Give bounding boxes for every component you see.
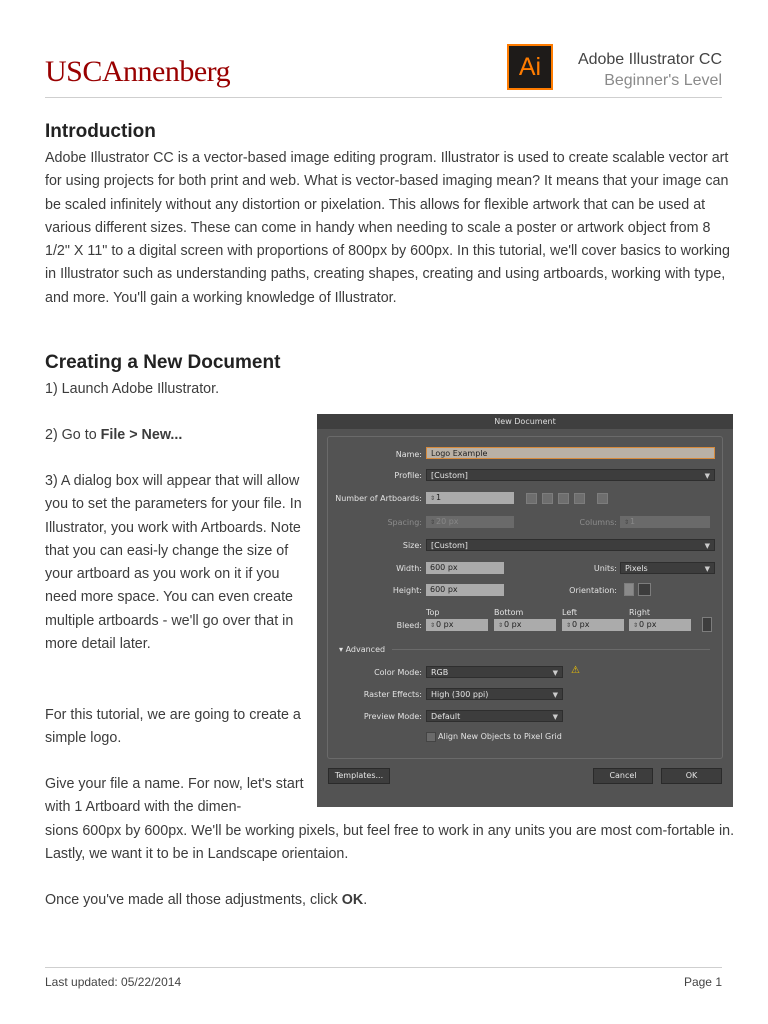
bleed-top-value: 0 px <box>436 620 454 629</box>
header-title: Adobe Illustrator CC <box>577 51 722 68</box>
color-mode-value: RGB <box>431 668 449 677</box>
width-input[interactable]: 600 px <box>426 562 504 574</box>
chevron-down-icon: ▼ <box>704 472 710 480</box>
bleed-top-input[interactable] <box>426 619 488 631</box>
grid-by-column-icon[interactable] <box>542 493 553 504</box>
bleed-right-input[interactable] <box>629 619 691 631</box>
artboards-label: Number of Artboards: <box>335 494 422 503</box>
last-updated: Last updated: 05/22/2014 <box>45 975 182 989</box>
preview-mode-select[interactable] <box>426 710 563 722</box>
height-input[interactable]: 600 px <box>426 584 504 596</box>
columns-value: 1 <box>630 517 636 526</box>
artboards-input[interactable] <box>426 492 514 504</box>
advanced-toggle[interactable]: ▾ Advanced <box>339 645 386 654</box>
align-pixel-grid-label: Align New Objects to Pixel Grid <box>438 732 562 741</box>
link-icon[interactable] <box>702 617 712 632</box>
right-to-left-icon[interactable] <box>597 493 608 504</box>
step-3: 3) A dialog box will appear that will allow you to set the parameters for your file. In Illustrator, you work with Artboards. Note that you can easi-ly change the size of your artboard as you work on it if you need more space. You can even create multiple artboards - we'll go over that in more detail later. <box>45 473 302 653</box>
new-document-heading: Creating a New Document <box>45 352 281 373</box>
bleed-left-label: Left <box>562 608 578 617</box>
stepper-icon: ⇕ <box>498 622 504 629</box>
stepper-icon: ⇕ <box>624 519 630 526</box>
units-label: Units: <box>593 564 617 573</box>
page-number: Page 1 <box>683 975 722 989</box>
profile-select[interactable] <box>426 469 715 481</box>
footer-divider <box>45 967 722 968</box>
bleed-top-label: Top <box>426 608 440 617</box>
stepper-icon: ⇕ <box>430 519 436 526</box>
chevron-down-icon: ▼ <box>704 565 710 573</box>
bleed-left-input[interactable] <box>562 619 624 631</box>
logo-annenberg: Annenberg <box>101 55 231 88</box>
final-period: . <box>363 892 368 908</box>
bleed-bottom-label: Bottom <box>494 608 524 617</box>
raster-effects-select[interactable] <box>426 688 563 700</box>
final-instruction <box>45 889 735 912</box>
height-label: Height: <box>392 586 422 595</box>
final-text: Once you've made all those adjustments, click <box>45 892 342 908</box>
bleed-left-value: 0 px <box>572 620 590 629</box>
portrait-orientation-icon[interactable] <box>624 583 634 596</box>
color-mode-select[interactable] <box>426 666 563 678</box>
step-2-menu-path: File > New... <box>100 427 183 443</box>
usc-annenberg-logo <box>45 55 230 89</box>
step-1: 1) Launch Adobe Illustrator. <box>45 381 220 397</box>
bleed-right-label: Right <box>629 608 651 617</box>
stepper-icon: ⇕ <box>430 622 436 629</box>
name-label: Name: <box>395 450 422 459</box>
give-name-paragraph: Give your file a name. For now, let's start with 1 Artboard with the dimen- <box>45 776 304 816</box>
size-value: [Custom] <box>431 541 468 550</box>
columns-input[interactable] <box>620 516 710 528</box>
final-ok: OK <box>341 892 364 908</box>
header-subtitle: Beginner's Level <box>604 72 722 89</box>
preview-mode-value: Default <box>431 712 461 721</box>
spacing-value: 20 px <box>436 517 459 526</box>
chevron-down-icon: ▼ <box>552 669 558 677</box>
bleed-bottom-value: 0 px <box>504 620 522 629</box>
preview-mode-label: Preview Mode: <box>363 712 422 721</box>
landscape-orientation-icon[interactable] <box>638 583 651 596</box>
step-2-text: 2) Go to <box>45 427 101 443</box>
advanced-label: Advanced <box>345 645 386 654</box>
templates-button[interactable]: Templates... <box>328 768 390 784</box>
dialog-title: New Document <box>317 414 733 429</box>
ok-button[interactable]: OK <box>661 768 722 784</box>
step-2 <box>45 424 310 447</box>
artboards-value: 1 <box>436 493 442 502</box>
chevron-down-icon: ▼ <box>552 691 558 699</box>
raster-effects-value: High (300 ppi) <box>431 690 489 699</box>
stepper-icon: ⇕ <box>633 622 639 629</box>
chevron-down-icon: ▼ <box>552 713 558 721</box>
introduction-heading: Introduction <box>45 121 156 142</box>
size-label: Size: <box>402 541 422 550</box>
units-select[interactable] <box>620 562 715 574</box>
name-input[interactable]: Logo Example <box>426 447 715 459</box>
profile-label: Profile: <box>394 471 422 480</box>
align-pixel-grid-checkbox[interactable] <box>426 732 436 742</box>
bleed-right-value: 0 px <box>639 620 657 629</box>
profile-value: [Custom] <box>431 471 468 480</box>
stepper-icon: ⇕ <box>566 622 572 629</box>
new-document-dialog <box>317 414 733 807</box>
chevron-down-icon: ▼ <box>704 542 710 550</box>
warning-icon: ⚠ <box>571 665 580 676</box>
width-label: Width: <box>396 564 422 573</box>
spacing-input[interactable] <box>426 516 514 528</box>
spacing-label: Spacing: <box>387 518 422 527</box>
tutorial-note: For this tutorial, we are going to create a simple logo. <box>45 707 301 747</box>
illustrator-app-icon: Ai <box>507 44 553 90</box>
bleed-bottom-input[interactable] <box>494 619 556 631</box>
units-value: Pixels <box>625 564 648 573</box>
stepper-icon: ⇕ <box>430 495 436 502</box>
logo-usc: USC <box>45 55 102 88</box>
cancel-button[interactable]: Cancel <box>593 768 653 784</box>
color-mode-label: Color Mode: <box>374 668 422 677</box>
arrange-by-row-icon[interactable] <box>558 493 569 504</box>
raster-effects-label: Raster Effects: <box>363 690 422 699</box>
arrange-by-column-icon[interactable] <box>574 493 585 504</box>
size-select[interactable] <box>426 539 715 551</box>
grid-by-row-icon[interactable] <box>526 493 537 504</box>
introduction-paragraph: Adobe Illustrator CC is a vector-based image editing program. Illustrator is used to create scalable vector art for using projects for both print and web. What is vector-based imaging mean? It means that your image can be scaled infinitely without any distortion or pixelation. This allows for flexible artwork that can be used at various different sizes. These can come in handy when needing to scale a poster or artwork object from 8 1/2" X 11" to a digital screen with proportions of 800px by 600px. In this tutorial, we'll cover basics to working in Illustrator such as understanding paths, creating shapes, creating and using artboards, working with type, and more. You'll gain a working knowledge of Illustrator. <box>45 150 730 306</box>
orientation-label: Orientation: <box>569 586 617 595</box>
bleed-label: Bleed: <box>396 621 422 630</box>
header-divider <box>45 97 722 98</box>
advanced-divider <box>392 649 710 650</box>
give-name-paragraph-continued: sions 600px by 600px. We'll be working pixels, but feel free to work in any units you are most com-fortable in. Lastly, we want it to be in Landscape orientaion. <box>45 823 735 863</box>
columns-label: Columns: <box>579 518 617 527</box>
